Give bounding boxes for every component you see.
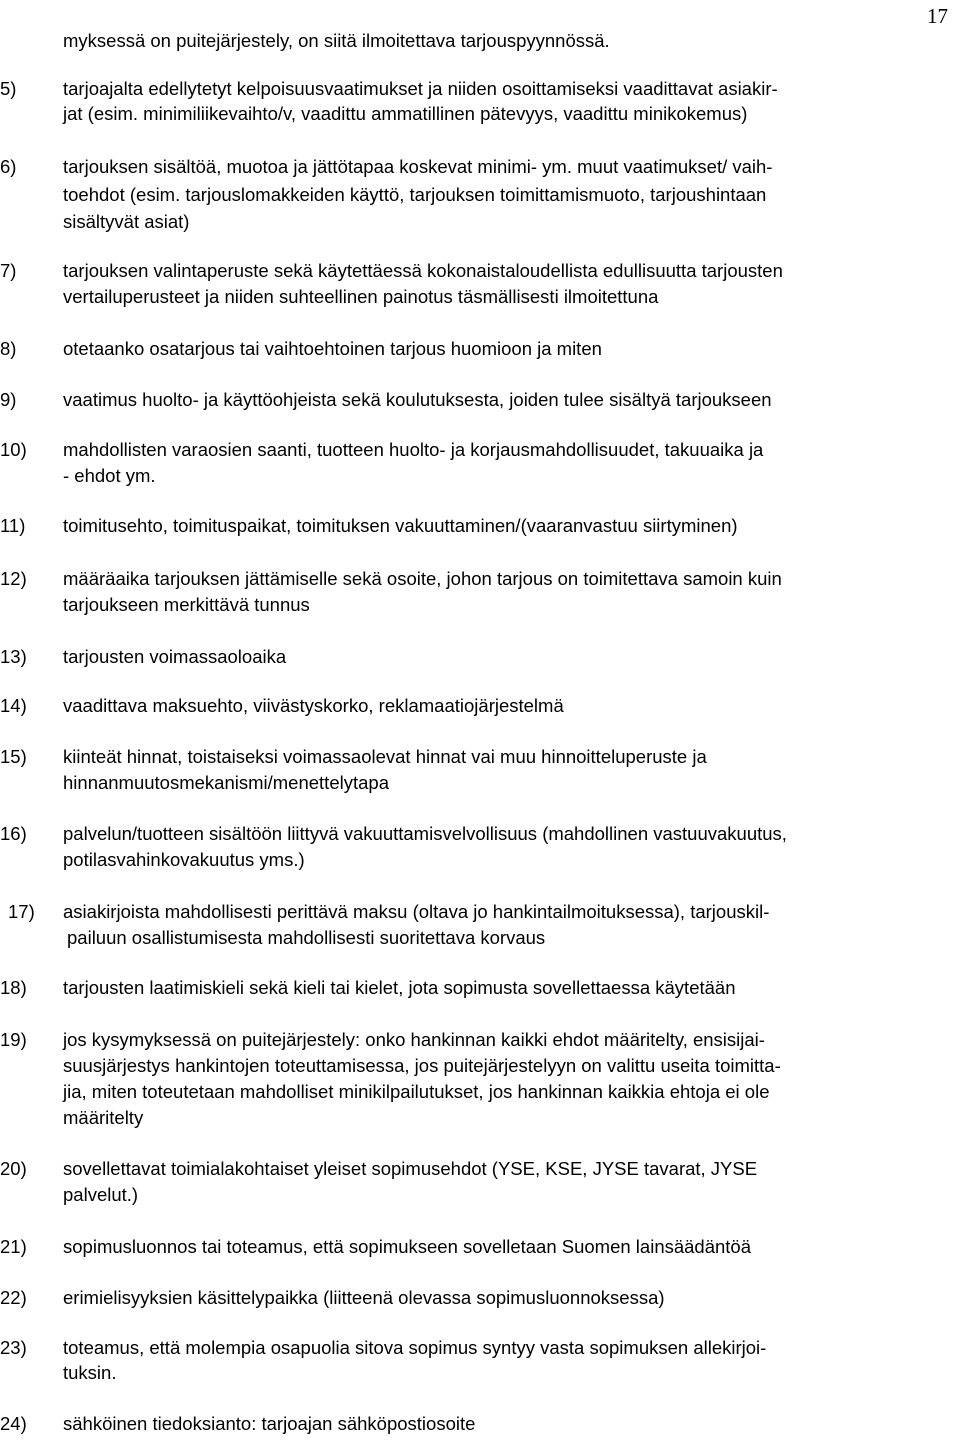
- item-line: tarjoajalta edellytetyt kelpoisuusvaatimukset ja niiden osoittamiseksi vaadittavat asiakir-: [63, 78, 778, 99]
- item-line: jos kysymyksessä on puitejärjestely: onko hankinnan kaikki ehdot määritelty, ensisijai-: [63, 1029, 765, 1050]
- item-line: erimielisyyksien käsittelypaikka (liitteenä olevassa sopimusluonnoksessa): [63, 1287, 665, 1308]
- item-line: suusjärjestys hankintojen toteuttamisessa, jos puitejärjestelyyn on valittu useita toimitta-: [63, 1055, 781, 1076]
- item-line: sovellettavat toimialakohtaiset yleiset sopimusehdot (YSE, KSE, JYSE tavarat, JYSE: [63, 1158, 758, 1179]
- item-line: määritelty: [63, 1107, 144, 1128]
- item-number: 15): [0, 746, 27, 767]
- item-line: mahdollisten varaosien saanti, tuotteen huolto- ja korjausmahdollisuudet, takuuaika ja: [63, 439, 764, 460]
- item-number: 23): [0, 1337, 27, 1358]
- intro-line: myksessä on puitejärjestely, on siitä ilmoitettava tarjouspyynnössä.: [63, 30, 610, 51]
- item-line: toehdot (esim. tarjouslomakkeiden käyttö, tarjouksen toimittamismuoto, tarjoushintaan: [63, 184, 767, 205]
- item-line: toteamus, että molempia osapuolia sitova sopimus syntyy vasta sopimuksen allekirjoi-: [63, 1337, 767, 1358]
- item-number: 8): [0, 338, 17, 359]
- item-number: 17): [8, 901, 35, 922]
- item-line: määräaika tarjouksen jättämiselle sekä osoite, johon tarjous on toimitettava samoin kuin: [63, 568, 782, 589]
- item-number: 22): [0, 1287, 27, 1308]
- item-line: tarjoukseen merkittävä tunnus: [63, 594, 310, 615]
- item-number: 18): [0, 977, 27, 998]
- item-number: 6): [0, 156, 17, 177]
- item-line: palvelut.): [63, 1184, 139, 1205]
- item-line: jia, miten toteutetaan mahdolliset minikilpailutukset, jos hankinnan kaikkia ehtoja ei ole: [63, 1081, 770, 1102]
- item-line: tarjousten laatimiskieli sekä kieli tai kielet, jota sopimusta sovellettaessa käytetään: [63, 977, 736, 998]
- item-number: 14): [0, 695, 27, 716]
- item-number: 5): [0, 78, 17, 99]
- item-number: 12): [0, 568, 27, 589]
- item-number: 13): [0, 646, 27, 667]
- item-number: 21): [0, 1236, 27, 1257]
- item-number: 7): [0, 260, 17, 281]
- item-number: 19): [0, 1029, 27, 1050]
- item-number: 10): [0, 439, 27, 460]
- item-line: sopimusluonnos tai toteamus, että sopimukseen sovelletaan Suomen lainsäädäntöä: [63, 1236, 752, 1257]
- item-line: palvelun/tuotteen sisältöön liittyvä vakuuttamisvelvollisuus (mahdollinen vastuuvakuutus,: [63, 823, 787, 844]
- item-line: tuksin.: [63, 1362, 117, 1383]
- item-line: hinnanmuutosmekanismi/menettelytapa: [63, 772, 389, 793]
- page-number: 17: [927, 4, 948, 28]
- item-number: 24): [0, 1413, 27, 1434]
- item-line: jat (esim. minimiliikevaihto/v, vaadittu ammatillinen pätevyys, vaadittu minikokemus): [63, 103, 748, 124]
- item-line: kiinteät hinnat, toistaiseksi voimassaolevat hinnat vai muu hinnoitteluperuste ja: [63, 746, 707, 767]
- item-line: tarjousten voimassaoloaika: [63, 646, 287, 667]
- item-line: vaadittava maksuehto, viivästyskorko, reklamaatiojärjestelmä: [63, 695, 564, 716]
- item-line: vertailuperusteet ja niiden suhteellinen painotus täsmällisesti ilmoitettuna: [63, 286, 659, 307]
- item-number: 9): [0, 389, 17, 410]
- item-line: - ehdot ym.: [63, 465, 156, 486]
- item-line: sisältyvät asiat): [63, 211, 190, 232]
- item-line: vaatimus huolto- ja käyttöohjeista sekä koulutuksesta, joiden tulee sisältyä tarjoukseen: [63, 389, 772, 410]
- item-line: tarjouksen valintaperuste sekä käytettäessä kokonaistaloudellista edullisuutta tarjousten: [63, 260, 783, 281]
- item-line: pailuun osallistumisesta mahdollisesti suoritettava korvaus: [67, 927, 546, 948]
- item-number: 11): [0, 515, 26, 536]
- item-line: asiakirjoista mahdollisesti perittävä maksu (oltava jo hankintailmoituksessa), tarjouskil-: [63, 901, 770, 922]
- item-line: sähköinen tiedoksianto: tarjoajan sähköpostiosoite: [63, 1413, 476, 1434]
- item-line: otetaanko osatarjous tai vaihtoehtoinen tarjous huomioon ja miten: [63, 338, 602, 359]
- item-line: toimitusehto, toimituspaikat, toimituksen vakuuttaminen/(vaaranvastuu siirtyminen): [63, 515, 738, 536]
- item-line: potilasvahinkovakuutus yms.): [63, 849, 305, 870]
- item-number: 20): [0, 1158, 27, 1179]
- item-number: 16): [0, 823, 27, 844]
- item-line: tarjouksen sisältöä, muotoa ja jättötapaa koskevat minimi- ym. muut vaatimukset/ vaih-: [63, 156, 773, 177]
